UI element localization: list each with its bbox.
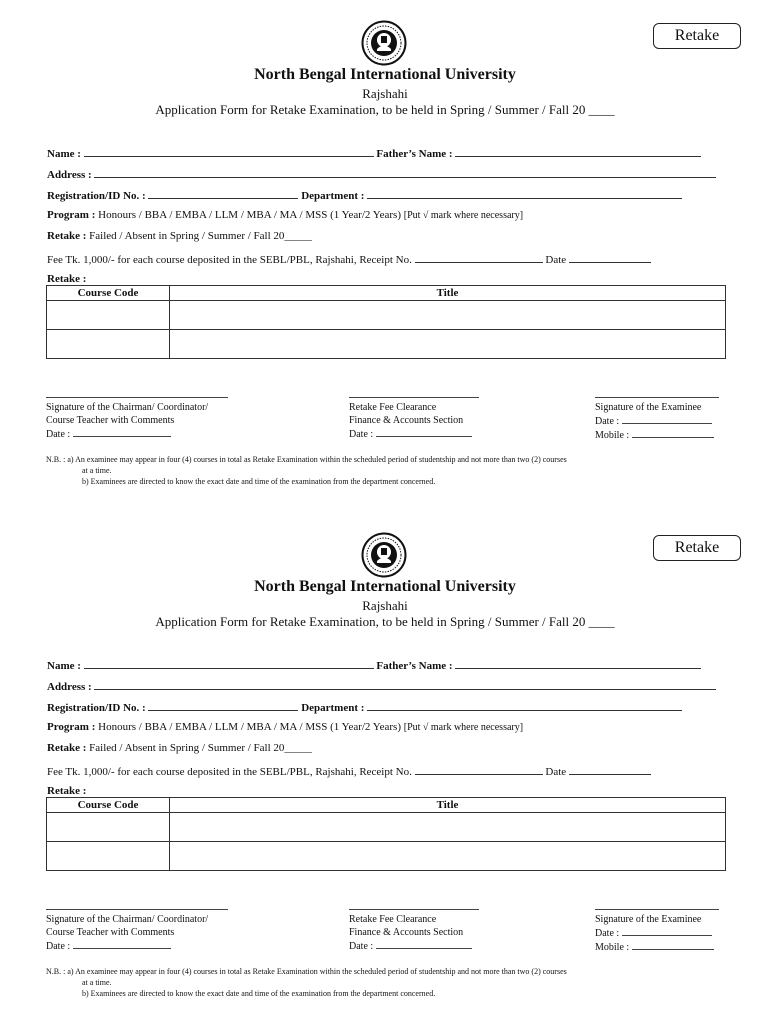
note-a-continued: at a time.	[82, 466, 112, 475]
signature-line[interactable]	[349, 909, 479, 910]
signature-title: Signature of the Examinee	[595, 402, 702, 413]
table-row	[47, 301, 726, 330]
examinee-date-label: Date :	[595, 416, 620, 427]
fathers-name-field[interactable]	[455, 658, 701, 669]
program-options[interactable]: Honours / BBA / EMBA / LLM / MBA / MA / MSS (1 Year/2 Years)	[98, 721, 401, 733]
signature-date-label: Date :	[349, 429, 374, 440]
program-row	[47, 721, 727, 733]
name-label: Name :	[47, 660, 81, 672]
notes-section	[46, 966, 736, 999]
signature-date-label: Date :	[46, 941, 71, 952]
examinee-date-row	[595, 414, 719, 428]
signature-line[interactable]	[46, 397, 228, 398]
examinee-date-row	[595, 926, 719, 940]
fathers-name-label: Father’s Name :	[376, 660, 453, 672]
date-label: Date	[545, 254, 567, 266]
university-city: Rajshahi	[362, 598, 408, 613]
university-name: North Bengal International University	[254, 66, 516, 83]
registration-field[interactable]	[148, 700, 298, 711]
examinee-mobile-field[interactable]	[632, 428, 714, 438]
notes-section	[46, 454, 736, 487]
signature-subtitle: Finance & Accounts Section	[349, 415, 464, 426]
note-b: b) Examinees are directed to know the exact date and time of the examination from the department concerned.	[82, 989, 436, 998]
signature-date-row	[349, 427, 479, 441]
examinee-signature-block	[595, 397, 719, 442]
course-code-cell[interactable]	[47, 813, 170, 842]
signature-subtitle: Course Teacher with Comments	[46, 927, 175, 938]
retake-label: Retake :	[47, 742, 87, 754]
program-label: Program :	[47, 209, 96, 221]
fee-text: Fee Tk. 1,000/- for each course deposited in the SEBL/PBL, Rajshahi, Receipt No.	[47, 766, 412, 778]
department-label: Department :	[301, 190, 365, 202]
signature-date-row	[46, 939, 228, 953]
registration-label: Registration/ID No. :	[47, 190, 146, 202]
title-cell[interactable]	[170, 330, 726, 359]
retake-badge: Retake	[653, 23, 741, 49]
table-row	[47, 842, 726, 871]
course-code-cell[interactable]	[47, 301, 170, 330]
note-b: b) Examinees are directed to know the exact date and time of the examination from the department concerned.	[82, 477, 436, 486]
fee-row	[47, 252, 727, 266]
signature-date-field[interactable]	[73, 427, 171, 437]
fee-text: Fee Tk. 1,000/- for each course deposited in the SEBL/PBL, Rajshahi, Receipt No.	[47, 254, 412, 266]
title-header: Title	[170, 286, 726, 301]
program-note: [Put √ mark where necessary]	[403, 210, 524, 221]
address-field[interactable]	[94, 167, 716, 178]
signature-date-field[interactable]	[376, 939, 472, 949]
examinee-date-field[interactable]	[622, 414, 712, 424]
signature-date-field[interactable]	[376, 427, 472, 437]
name-row	[47, 658, 727, 672]
signature-line[interactable]	[595, 397, 719, 398]
department-label: Department :	[301, 702, 365, 714]
examinee-mobile-row	[595, 940, 719, 954]
signature-date-row	[46, 427, 228, 441]
address-row	[47, 679, 727, 693]
examinee-date-label: Date :	[595, 928, 620, 939]
examinee-mobile-label: Mobile :	[595, 942, 630, 953]
examinee-date-field[interactable]	[622, 926, 712, 936]
examinee-mobile-field[interactable]	[632, 940, 714, 950]
address-label: Address :	[47, 169, 92, 181]
fathers-name-label: Father’s Name :	[376, 148, 453, 160]
course-code-header: Course Code	[47, 286, 170, 301]
name-field[interactable]	[84, 146, 374, 157]
signature-title: Signature of the Chairman/ Coordinator/	[46, 914, 209, 925]
registration-row	[47, 700, 727, 714]
title-header: Title	[170, 798, 726, 813]
retake-row	[47, 742, 727, 754]
department-field[interactable]	[367, 700, 682, 711]
chairman-signature-block	[46, 909, 228, 953]
table-header-row	[47, 798, 726, 813]
date-label: Date	[545, 766, 567, 778]
fee-row	[47, 764, 727, 778]
table-header-row	[47, 286, 726, 301]
signature-title: Signature of the Chairman/ Coordinator/	[46, 402, 209, 413]
form-subtitle: Application Form for Retake Examination, to be held in Spring / Summer / Fall 20 ____	[155, 614, 615, 629]
table-label: Retake :	[47, 273, 87, 285]
course-code-cell[interactable]	[47, 842, 170, 871]
program-row	[47, 209, 727, 221]
program-note: [Put √ mark where necessary]	[403, 722, 524, 733]
registration-field[interactable]	[148, 188, 298, 199]
note-a: N.B. : a) An examinee may appear in four (4) courses in total as Retake Examination within the scheduled period of studentship and not more than two (2) courses	[46, 455, 567, 464]
retake-course-table	[46, 285, 726, 359]
application-form	[0, 512, 770, 1024]
table-caption	[47, 273, 727, 285]
title-cell[interactable]	[170, 842, 726, 871]
signature-line[interactable]	[349, 397, 479, 398]
signature-line[interactable]	[46, 909, 228, 910]
name-label: Name :	[47, 148, 81, 160]
university-seal-icon	[361, 20, 407, 66]
examinee-mobile-row	[595, 428, 719, 442]
table-row	[47, 813, 726, 842]
name-field[interactable]	[84, 658, 374, 669]
signature-title: Signature of the Examinee	[595, 914, 702, 925]
title-cell[interactable]	[170, 813, 726, 842]
fee-clearance-block	[349, 397, 479, 441]
table-label: Retake :	[47, 785, 87, 797]
form-subtitle: Application Form for Retake Examination, to be held in Spring / Summer / Fall 20 ____	[155, 102, 615, 117]
university-city: Rajshahi	[362, 86, 408, 101]
fathers-name-field[interactable]	[455, 146, 701, 157]
retake-course-table	[46, 797, 726, 871]
signature-title: Retake Fee Clearance	[349, 914, 437, 925]
university-name: North Bengal International University	[254, 578, 516, 595]
signature-subtitle: Finance & Accounts Section	[349, 927, 464, 938]
signature-date-row	[349, 939, 479, 953]
signature-line[interactable]	[595, 909, 719, 910]
signature-date-label: Date :	[46, 429, 71, 440]
signature-date-field[interactable]	[73, 939, 171, 949]
address-field[interactable]	[94, 679, 716, 690]
retake-badge: Retake	[653, 535, 741, 561]
registration-label: Registration/ID No. :	[47, 702, 146, 714]
receipt-no-field[interactable]	[415, 764, 543, 775]
signature-subtitle: Course Teacher with Comments	[46, 415, 175, 426]
retake-label: Retake :	[47, 230, 87, 242]
address-row	[47, 167, 727, 181]
signature-title: Retake Fee Clearance	[349, 402, 437, 413]
course-code-header: Course Code	[47, 798, 170, 813]
date-field[interactable]	[569, 252, 651, 263]
note-a: N.B. : a) An examinee may appear in four (4) courses in total as Retake Examination within the scheduled period of studentship and not more than two (2) courses	[46, 967, 567, 976]
examinee-mobile-label: Mobile :	[595, 430, 630, 441]
receipt-no-field[interactable]	[415, 252, 543, 263]
retake-options[interactable]: Failed / Absent in Spring / Summer / Fall 20_____	[89, 742, 312, 754]
department-field[interactable]	[367, 188, 682, 199]
table-row	[47, 330, 726, 359]
fee-clearance-block	[349, 909, 479, 953]
program-label: Program :	[47, 721, 96, 733]
chairman-signature-block	[46, 397, 228, 441]
retake-options[interactable]: Failed / Absent in Spring / Summer / Fall 20_____	[89, 230, 312, 242]
examinee-signature-block	[595, 909, 719, 954]
title-cell[interactable]	[170, 301, 726, 330]
program-options[interactable]: Honours / BBA / EMBA / LLM / MBA / MA / MSS (1 Year/2 Years)	[98, 209, 401, 221]
course-code-cell[interactable]	[47, 330, 170, 359]
date-field[interactable]	[569, 764, 651, 775]
table-caption	[47, 785, 727, 797]
university-seal-icon	[361, 532, 407, 578]
name-row	[47, 146, 727, 160]
retake-row	[47, 230, 727, 242]
registration-row	[47, 188, 727, 202]
signature-date-label: Date :	[349, 941, 374, 952]
address-label: Address :	[47, 681, 92, 693]
note-a-continued: at a time.	[82, 978, 112, 987]
